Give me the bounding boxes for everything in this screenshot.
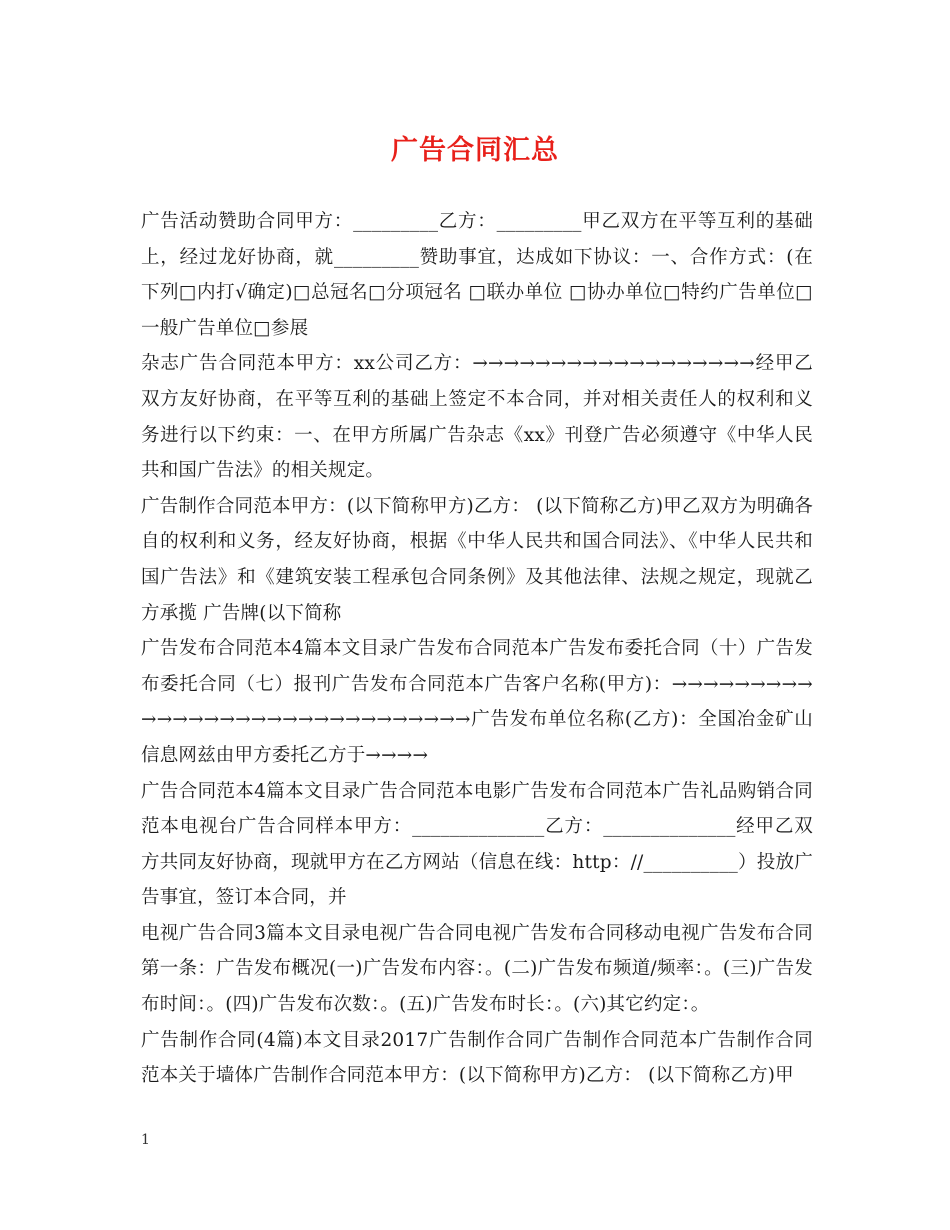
document-body <box>141 204 813 1094</box>
document-title: 广告合同汇总 <box>391 135 559 166</box>
paragraph-ad-contract-samples: 广告合同范本4篇本文目录广告合同范本电影广告发布合同范本广告礼品购销合同范本电视台广告合同样本甲方：______________乙方：______________经甲乙双方共同友好协商，现就甲方在乙方网站（信息在线：http：//__________）投放广告事宜，签订本合同，并 <box>141 780 813 909</box>
paragraph-magazine-ad-contract: 杂志广告合同范本甲方：xx公司乙方：→→→→→→→→→→→→→→→→→→经甲乙双方友好协商，在平等互利的基础上签定不本合同，并对相关责任人的权利和义务进行以下约束：一、在甲方所属广告杂志《xx》刊登广告必须遵守《中华人民共和国广告法》的相关规定。 <box>141 353 813 482</box>
paragraph-tv-ad-contract: 电视广告合同3篇本文目录电视广告合同电视广告发布合同移动电视广告发布合同第一条：广告发布概况(一)广告发布内容：。(二)广告发布频道/频率：。(三)广告发布时间：。(四)广告发布次数：。(五)广告发布时长：。(六)其它约定：。 <box>141 922 813 1016</box>
paragraph-ad-production-contract: 广告制作合同范本甲方：(以下简称甲方)乙方： (以下简称乙方)甲乙双方为明确各自的权利和义务，经友好协商，根据《中华人民共和国合同法》、《中华人民共和国广告法》和《建筑安装工程承包合同条例》及其他法律、法规之规定，现就乙方承揽 广告牌(以下简称 <box>141 495 813 624</box>
paragraph-ad-publishing-contract: 广告发布合同范本4篇本文目录广告发布合同范本广告发布委托合同（十）广告发布委托合同（七）报刊广告发布合同范本广告客户名称(甲方)：→→→→→→→→→→→→→→→→→→→→→→→→→→→→→→广告发布单位名称(乙方)：全国冶金矿山信息网兹由甲方委托乙方于→→→→ <box>141 638 813 766</box>
paragraph-sponsorship-contract: 广告活动赞助合同甲方：_________乙方：_________甲乙双方在平等互利的基础上，经过龙好协商，就_________赞助事宜，达成如下协议：一、合作方式：(在下列□内打√确定)□总冠名□分项冠名 □联办单位 □协办单位□特约广告单位□一般广告单位□参展 <box>141 211 813 339</box>
page-number: 1 <box>141 1132 150 1148</box>
paragraph-ad-production-contract-4: 广告制作合同(4篇)本文目录2017广告制作合同广告制作合同范本广告制作合同范本关于墙体广告制作合同范本甲方：(以下简称甲方)乙方： (以下简称乙方)甲 <box>141 1029 813 1087</box>
